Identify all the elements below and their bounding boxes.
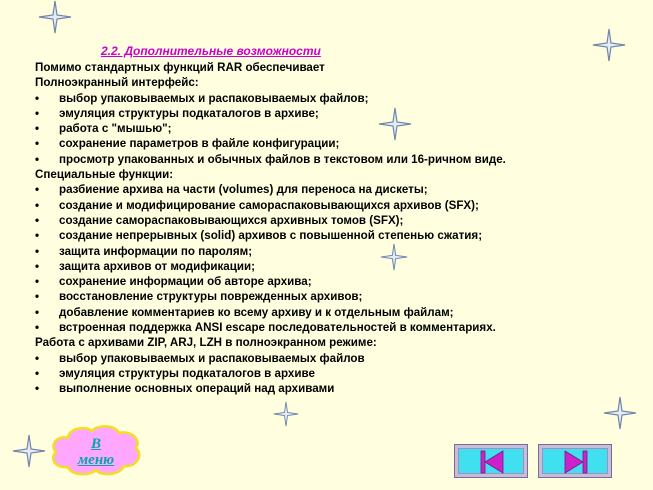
menu-link-line1[interactable]: В	[90, 436, 101, 452]
line-text: Помимо стандартных функций RAR обеспечивает	[35, 61, 325, 74]
bullet: •	[35, 366, 40, 380]
slide-content	[35, 60, 635, 397]
list-item	[35, 198, 635, 213]
list-item-text: создание непрерывных (solid) архивов с повышенной степенью сжатия;	[59, 229, 483, 243]
bullet: •	[35, 198, 40, 212]
bullet: •	[35, 122, 40, 136]
list-item-text: сохранение информации об авторе архива;	[59, 275, 312, 289]
list-item-text: восстановление структуры поврежденных архивов;	[59, 290, 363, 304]
list-item-text: создание и модифицирование самораспаковывающихся архивов (SFX);	[59, 198, 479, 212]
list-item-text: выбор упаковываемых и распаковываемых файлов	[59, 351, 365, 365]
list-item	[35, 244, 635, 259]
sparkle-star-icon	[12, 434, 46, 468]
bullet: •	[35, 305, 40, 319]
list-item	[35, 213, 635, 228]
list-item	[35, 136, 635, 151]
list-item	[35, 91, 635, 106]
skip-to-end-icon	[539, 445, 613, 479]
list-item	[35, 351, 635, 366]
line-text: Полноэкранный интерфейс:	[35, 76, 199, 90]
bullet: •	[35, 351, 40, 365]
list-item	[35, 305, 635, 320]
section-heading-special-functions	[35, 167, 635, 182]
line-text: Работа с архивами ZIP, ARJ, LZH в полноэкранном режиме:	[35, 336, 377, 350]
next-slide-button[interactable]	[538, 444, 612, 478]
list-item	[35, 152, 635, 167]
list-item	[35, 121, 635, 136]
list-item	[35, 259, 635, 274]
list-item-text: эмуляция структуры подкаталогов в архиве;	[59, 106, 319, 120]
list-item	[35, 381, 635, 396]
sparkle-star-icon	[273, 401, 299, 427]
sparkle-star-icon	[603, 396, 637, 430]
bullet: •	[35, 275, 40, 289]
slide-title: 2.2. Дополнительные возможности	[101, 44, 321, 58]
skip-to-start-icon	[455, 445, 529, 479]
list-item-text: работа с "мышью";	[59, 122, 172, 136]
bullet: •	[35, 321, 40, 335]
previous-slide-button[interactable]	[454, 444, 528, 478]
list-item	[35, 106, 635, 121]
back-to-menu-button[interactable]	[48, 424, 144, 478]
list-item-text: разбиение архива на части (volumes) для переноса на дискеты;	[59, 183, 428, 197]
list-item	[35, 228, 635, 243]
list-item	[35, 182, 635, 197]
list-item-text: встроенная поддержка ANSI escape последовательностей в комментариях.	[59, 321, 496, 335]
bullet: •	[35, 183, 40, 197]
list-item	[35, 320, 635, 335]
bullet: •	[35, 244, 40, 258]
list-item-text: сохранение параметров в файле конфигурации;	[59, 137, 340, 151]
list-item-text: защита информации по паролям;	[59, 244, 253, 258]
section-heading-zip-arj-lzh	[35, 335, 635, 350]
list-item-text: защита архивов от модификации;	[59, 259, 255, 273]
bullet: •	[35, 91, 40, 105]
list-item-text: просмотр упакованных и обычных файлов в текстовом или 16-ричном виде.	[59, 152, 506, 166]
bullet: •	[35, 152, 40, 166]
list-item-text: выполнение основных операций над архивами	[59, 382, 335, 396]
bullet: •	[35, 290, 40, 304]
list-item-text: создание самораспаковывающихся архивных томов (SFX);	[59, 213, 404, 227]
bullet: •	[35, 382, 40, 396]
list-item-text: добавление комментариев ко всему архиву и к отдельным файлам;	[59, 305, 454, 319]
intro-line	[35, 60, 635, 75]
list-item	[35, 274, 635, 289]
bullet: •	[35, 213, 40, 227]
sparkle-star-icon	[38, 0, 72, 34]
list-item	[35, 289, 635, 304]
list-item	[35, 366, 635, 381]
menu-link-line2[interactable]: меню	[77, 452, 115, 468]
section-heading-fullscreen-interface	[35, 75, 635, 90]
bullet: •	[35, 229, 40, 243]
bullet: •	[35, 137, 40, 151]
list-item-text: выбор упаковываемых и распаковываемых файлов;	[59, 91, 369, 105]
sparkle-star-icon	[592, 28, 626, 62]
bullet: •	[35, 106, 40, 120]
bullet: •	[35, 259, 40, 273]
list-item-text: эмуляция структуры подкаталогов в архиве	[59, 366, 315, 380]
line-text: Специальные функции:	[35, 168, 174, 182]
